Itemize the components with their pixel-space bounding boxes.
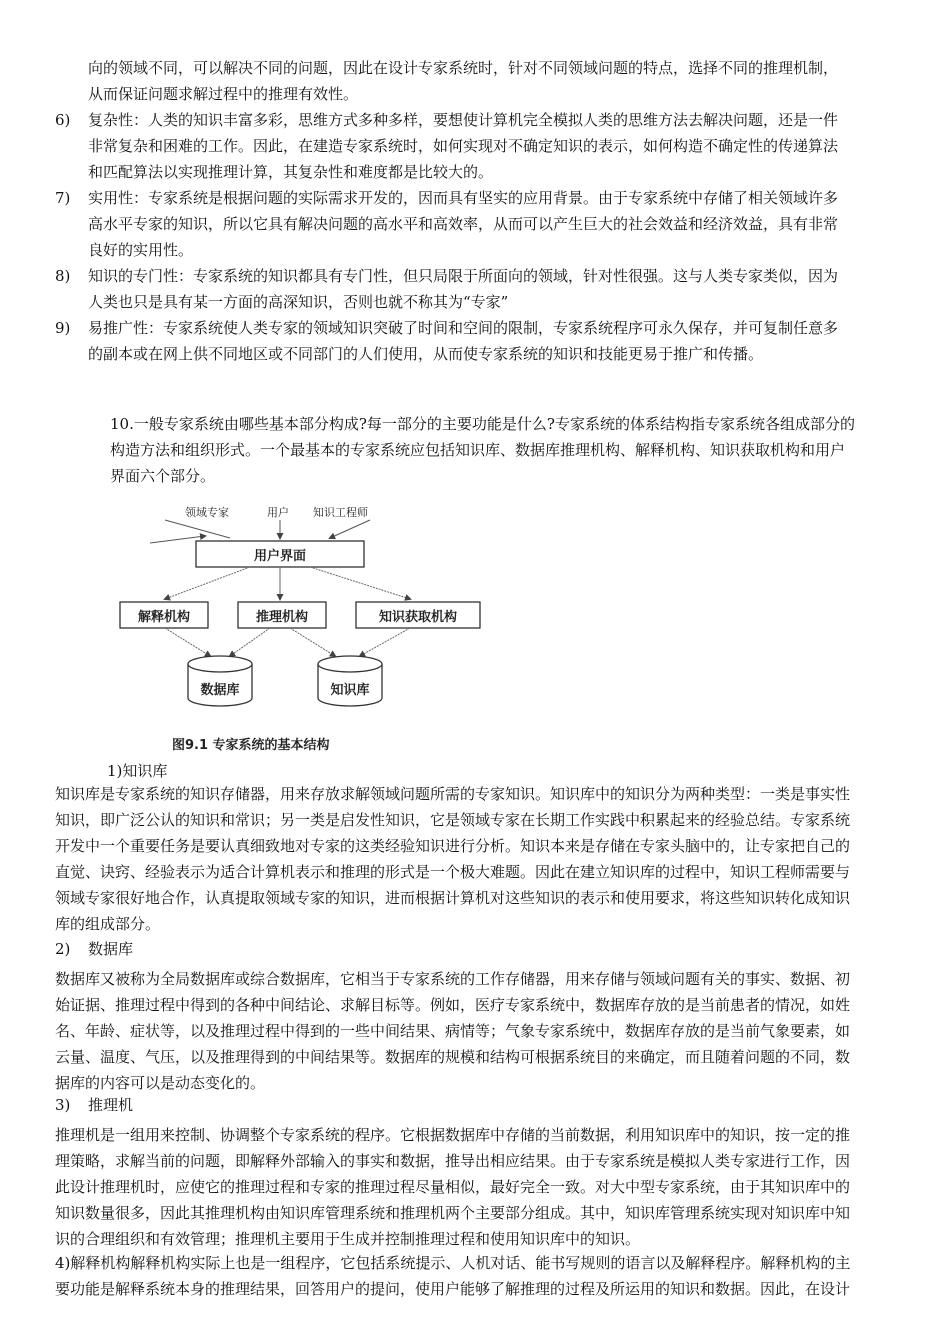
- paragraph-line: 4)解释机构解释机构实际上也是一组程序，它包括系统提示、人机对话、能书写规则的语言以及解释程序。解释机构的主: [55, 1254, 851, 1272]
- paragraph-line: 要功能是解释系统本身的推理结果，回答用户的提问，使用户能够了解推理的过程及所运用的知识和数据。因此，在设计: [55, 1280, 851, 1298]
- paragraph-line: 据库的内容可以是动态变化的。: [55, 1074, 266, 1092]
- paragraph-line: 理策略，求解当前的问题，即解释外部输入的事实和数据，推导出相应结果。由于专家系统是模拟人类专家进行工作，因: [55, 1152, 851, 1170]
- paragraph-line: 推理机是一组用来控制、协调整个专家系统的程序。它根据数据库中存储的当前数据，利用知识库中的知识，按一定的推: [55, 1126, 851, 1144]
- label-user: 用户: [267, 506, 289, 519]
- paragraph-line: 库的组成部分。: [55, 915, 161, 933]
- question-10-line: 界面六个部分。: [110, 467, 216, 485]
- infer-box-label: 推理机构: [255, 610, 308, 625]
- list-item-line: 人类也只是具有某一方面的高深知识，否则也就不称其为“专家”: [88, 293, 509, 311]
- paragraph-line: 知识数量很多，因此其推理机构由知识库管理系统和推理机两个主要部分组成。其中，知识库管理系统实现对知识库中知: [55, 1204, 851, 1222]
- arrow-infer-to-db: [230, 628, 270, 656]
- list-item-line: 知识的专门性：专家系统的知识都具有专门性，但只局限于所面向的领域，针对性很强。这与人类专家类似，因为: [88, 267, 839, 285]
- arrow-explain-to-db: [165, 628, 210, 656]
- explain-box-label: 解释机构: [137, 610, 190, 625]
- section-number: 3): [55, 1096, 71, 1114]
- list-item-line: 和匹配算法以实现推理计算，其复杂性和难度都是比较大的。: [88, 163, 494, 181]
- list-item-number: 8): [55, 267, 71, 285]
- paragraph-line: 领域专家很好地合作，认真提取领域专家的知识，进而根据计算机对这些知识的表示和使用要求，将这些知识转化成知识: [55, 889, 851, 907]
- question-10-line: 构造方法和组织形式。一个最基本的专家系统应包括知识库、数据库推理机构、解释机构、知识获取机构和用户: [110, 441, 846, 459]
- list-item-line: 的副本或在网上供不同地区或不同部门的人们使用，从而使专家系统的知识和技能更易于推广和传播。: [88, 345, 764, 363]
- label-knowledge-engineer: 知识工程师: [313, 506, 368, 519]
- figure-caption: 图9.1 专家系统的基本结构: [172, 738, 330, 753]
- acquire-box-label: 知识获取机构: [378, 610, 457, 625]
- list-continuation-line: 从而保证问题求解过程中的推理有效性。: [88, 85, 359, 103]
- label-domain-expert: 领域专家: [185, 506, 229, 519]
- paragraph-line: 直觉、诀窍、经验表示为适合计算机表示和推理的形式是一个极大难题。因此在建立知识库的过程中，知识工程师需要与: [55, 863, 851, 881]
- paragraph-line: 识的合理组织和有效管理；推理机主要用于生成并控制推理过程和使用知识库中的知识。: [55, 1230, 641, 1248]
- paragraph-line: 云量、温度、气压，以及推理得到的中间结果等。数据库的规模和结构可根据系统目的来确定，而且随着问题的不同，数: [55, 1048, 851, 1066]
- list-item-line: 高水平专家的知识，所以它具有解决问题的高水平和高效率，从而可以产生巨大的社会效益和经济效益，具有非常: [88, 215, 839, 233]
- paragraph-line: 数据库又被称为全局数据库或综合数据库，它相当于专家系统的工作存储器，用来存储与领域问题有关的事实、数据、初: [55, 970, 851, 988]
- list-item-line: 良好的实用性。: [88, 241, 194, 259]
- database-label: 数据库: [200, 683, 240, 698]
- paragraph-line: 知识库是专家系统的知识存储器，用来存放求解领域问题所需的专家知识。知识库中的知识分为两种类型：一类是事实性: [55, 785, 851, 803]
- arrow-infer-to-kb: [290, 628, 335, 656]
- list-item-number: 6): [55, 111, 71, 129]
- arrow-acquire-to-kb: [360, 628, 410, 656]
- arrow-ui-to-acquire: [310, 567, 410, 599]
- question-10-line: 10.一般专家系统由哪些基本部分构成?每一部分的主要功能是什么?专家系统的体系结构指专家系统各组成部分的: [110, 415, 855, 433]
- section-heading-inference-engine: 推理机: [88, 1096, 134, 1114]
- list-item-number: 7): [55, 189, 71, 207]
- paragraph-line: 始证据、推理过程中得到的各种中间结论、求解目标等。例如，医疗专家系统中，数据库存放的是当前患者的情况，如姓: [55, 996, 851, 1014]
- list-item-number: 9): [55, 319, 71, 337]
- list-item-line: 实用性：专家系统是根据问题的实际需求开发的，因而具有坚实的应用背景。由于专家系统中存储了相关领域许多: [88, 189, 839, 207]
- diagram-arrows-and-shapes: [110, 498, 490, 760]
- section-heading-database: 数据库: [88, 940, 134, 958]
- section-heading-knowledge-base: 1)知识库: [107, 762, 168, 780]
- knowledge-base-label: 知识库: [330, 683, 370, 698]
- list-item-line: 易推广性：专家系统使人类专家的领域知识突破了时间和空间的限制，专家系统程序可永久保存，并可复制任意多: [88, 319, 839, 337]
- list-item-line: 非常复杂和困难的工作。因此，在建造专家系统时，如何实现对不确定知识的表示，如何构造不确定性的传递算法: [88, 137, 839, 155]
- paragraph-line: 知识，即广泛公认的知识和常识；另一类是启发性知识，它是领域专家在长期工作实践中积累起来的经验总结。专家系统: [55, 811, 851, 829]
- section-number: 2): [55, 940, 71, 958]
- arrow-ui-to-explain: [165, 567, 250, 599]
- list-item-line: 复杂性：人类的知识丰富多彩，思维方式多种多样，要想使计算机完全模拟人类的思维方法去解决问题，还是一件: [88, 111, 839, 129]
- ui-box-label: 用户界面: [253, 549, 306, 564]
- arrow-expert-line: [165, 520, 230, 538]
- expert-system-structure-diagram: [110, 498, 490, 760]
- list-continuation-line: 向的领域不同，可以解决不同的问题，因此在设计专家系统时，针对不同领域问题的特点，选择不同的推理机制，: [88, 59, 839, 77]
- paragraph-line: 此设计推理机时，应使它的推理过程和专家的推理过程尽量相似，最好完全一致。对大中型专家系统，由于其知识库中的: [55, 1178, 851, 1196]
- paragraph-line: 开发中一个重要任务是要认真细致地对专家的这类经验知识进行分析。知识本来是存储在专家头脑中的，让专家把自己的: [55, 837, 851, 855]
- arrow-engineer-to-ui: [330, 520, 370, 538]
- paragraph-line: 名、年龄、症状等，以及推理过程中得到的一些中间结果、病情等；气象专家系统中，数据库存放的是当前气象要素，如: [55, 1022, 851, 1040]
